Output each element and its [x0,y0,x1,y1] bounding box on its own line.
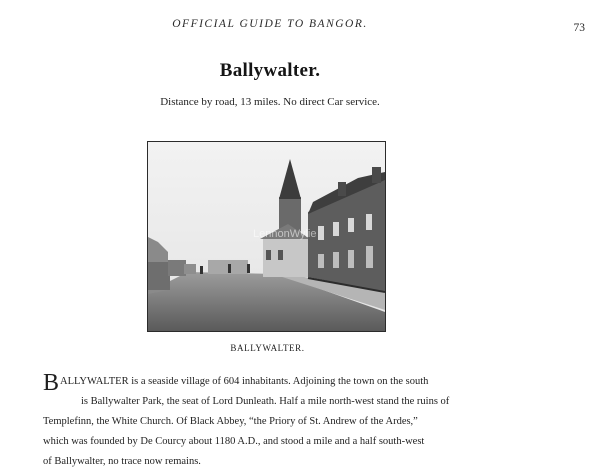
watermark-text: LennonWylie [253,228,317,240]
body-line-2: is Ballywalter Park, the seat of Lord Dunleath. Half a mile north-west stand the ruins of [81,396,450,407]
figure-caption: BALLYWALTER. [230,343,305,353]
village-street-photo [147,141,386,332]
body-line-3: Templefinn, the White Church. Of Black Abbey, “the Priory of St. Andrew of the Ardes,” [43,416,418,427]
running-head: OFFICIAL GUIDE TO BANGOR. [172,18,368,30]
body-paragraph [43,372,498,472]
distance-note: Distance by road, 13 miles. No direct Car service. [160,96,380,108]
body-line-4: which was founded by De Courcy about 1180 A.D., and stood a mile and a half south-west [43,436,425,447]
body-line-5: of Ballywalter, no trace now remains. [43,456,201,467]
drop-cap: B [43,370,60,396]
body-line-1: ALLYWALTER is a seaside village of 604 inhabitants. Adjoining the town on the south [60,376,429,387]
page-number: 73 [573,22,585,34]
section-title: Ballywalter. [219,60,321,81]
